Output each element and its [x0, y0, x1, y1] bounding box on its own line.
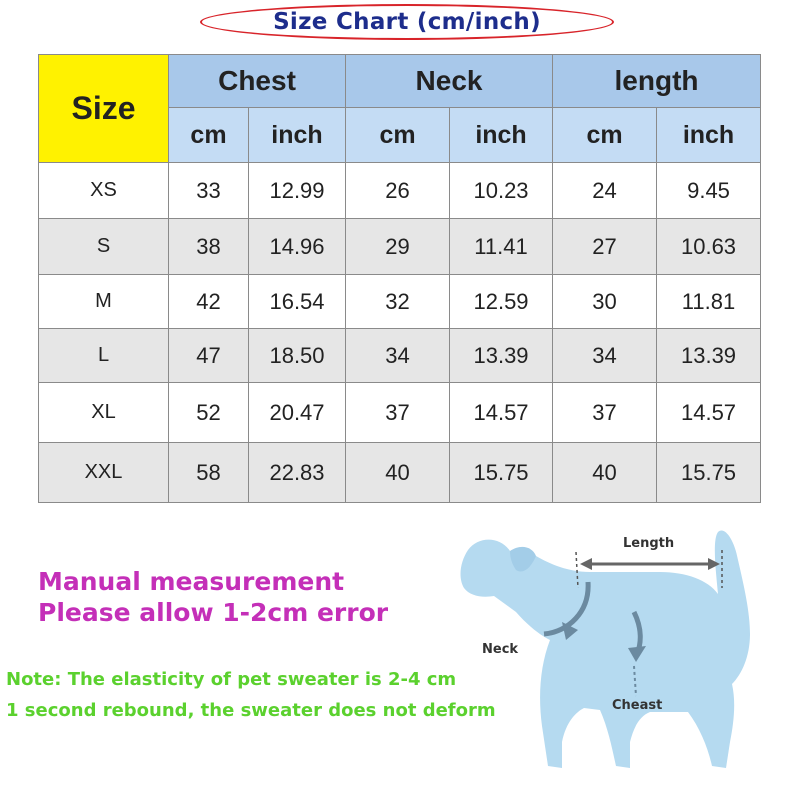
- dog-measurement-diagram: [450, 516, 790, 786]
- value-cell: 37: [346, 383, 450, 443]
- table-row: [39, 443, 761, 503]
- length-header: length: [553, 55, 761, 108]
- value-cell: 22.83: [249, 443, 346, 503]
- value-cell: 30: [553, 275, 657, 329]
- value-cell: 10.23: [450, 163, 553, 219]
- note-line-1: Note: The elasticity of pet sweater is 2-4 cm: [6, 669, 457, 690]
- value-cell: 12.59: [450, 275, 553, 329]
- value-cell: 13.39: [657, 329, 761, 383]
- value-cell: 52: [169, 383, 249, 443]
- value-cell: 40: [553, 443, 657, 503]
- size-chart-table: [38, 54, 761, 503]
- value-cell: 37: [553, 383, 657, 443]
- length-label: Length: [623, 536, 675, 551]
- value-cell: 13.39: [450, 329, 553, 383]
- value-cell: 24: [553, 163, 657, 219]
- value-cell: 26: [346, 163, 450, 219]
- neck-header: Neck: [346, 55, 553, 108]
- note-line-2: 1 second rebound, the sweater does not deform: [6, 700, 496, 721]
- manual-measurement-note: [38, 566, 388, 628]
- table-row: [39, 163, 761, 219]
- value-cell: 14.96: [249, 219, 346, 275]
- value-cell: 16.54: [249, 275, 346, 329]
- unit-header: inch: [249, 108, 346, 163]
- size-header: Size: [39, 55, 169, 163]
- chest-header: Chest: [169, 55, 346, 108]
- title-ellipse: [200, 4, 614, 40]
- value-cell: 38: [169, 219, 249, 275]
- manual-line-2: Please allow 1-2cm error: [38, 598, 389, 627]
- unit-header: inch: [450, 108, 553, 163]
- value-cell: 12.99: [249, 163, 346, 219]
- value-cell: 10.63: [657, 219, 761, 275]
- size-cell: XL: [39, 383, 169, 443]
- unit-header: cm: [553, 108, 657, 163]
- size-cell: L: [39, 329, 169, 383]
- table-row: [39, 275, 761, 329]
- unit-header: cm: [169, 108, 249, 163]
- value-cell: 20.47: [249, 383, 346, 443]
- unit-header: cm: [346, 108, 450, 163]
- value-cell: 14.57: [450, 383, 553, 443]
- value-cell: 34: [553, 329, 657, 383]
- value-cell: 58: [169, 443, 249, 503]
- value-cell: 15.75: [657, 443, 761, 503]
- table-row: [39, 219, 761, 275]
- value-cell: 27: [553, 219, 657, 275]
- elasticity-note: [6, 664, 496, 726]
- value-cell: 40: [346, 443, 450, 503]
- neck-label: Neck: [482, 642, 519, 657]
- table-row: [39, 383, 761, 443]
- value-cell: 11.41: [450, 219, 553, 275]
- value-cell: 42: [169, 275, 249, 329]
- value-cell: 15.75: [450, 443, 553, 503]
- value-cell: 33: [169, 163, 249, 219]
- size-cell: XXL: [39, 443, 169, 503]
- value-cell: 32: [346, 275, 450, 329]
- value-cell: 29: [346, 219, 450, 275]
- table-row: [39, 329, 761, 383]
- chest-label: Cheast: [612, 698, 663, 713]
- value-cell: 14.57: [657, 383, 761, 443]
- value-cell: 18.50: [249, 329, 346, 383]
- size-cell: S: [39, 219, 169, 275]
- unit-header: inch: [657, 108, 761, 163]
- value-cell: 47: [169, 329, 249, 383]
- size-cell: XS: [39, 163, 169, 219]
- value-cell: 34: [346, 329, 450, 383]
- value-cell: 11.81: [657, 275, 761, 329]
- value-cell: 9.45: [657, 163, 761, 219]
- manual-line-1: Manual measurement: [38, 567, 345, 596]
- size-cell: M: [39, 275, 169, 329]
- page-title: Size Chart (cm/inch): [273, 9, 541, 35]
